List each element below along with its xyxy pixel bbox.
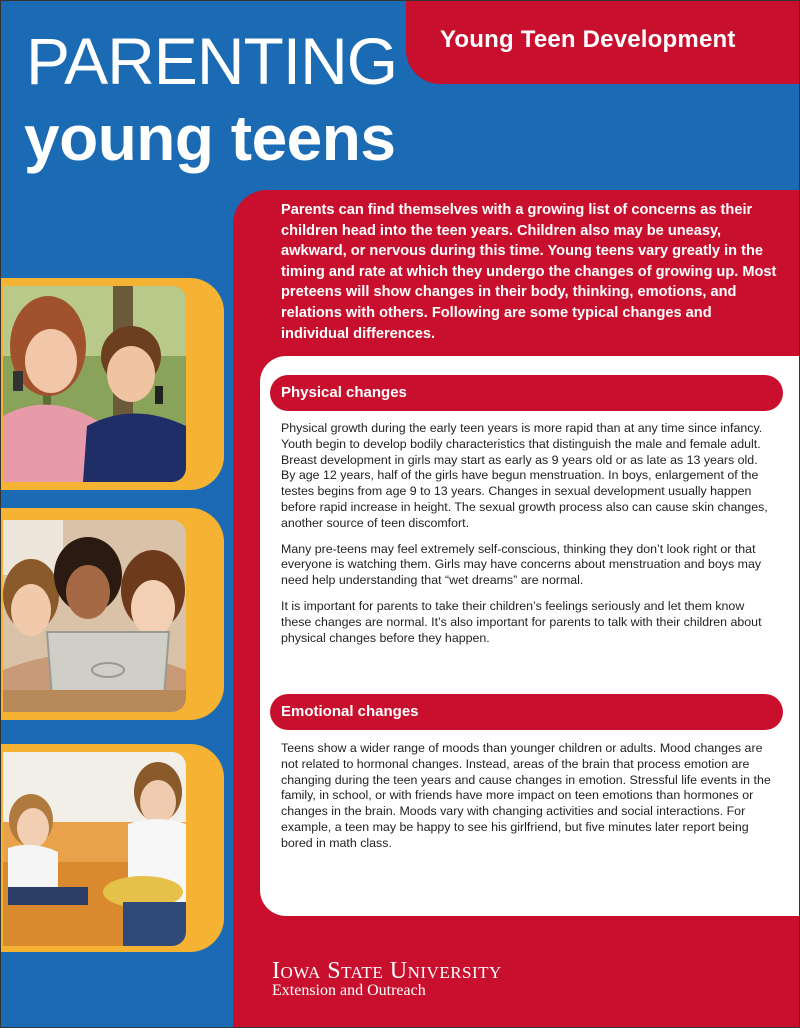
paragraph: Teens show a wider range of moods than younger children or adults. Mood changes are not related to hormonal changes. Instead, areas of the brain that process emotion are changing during the teen years and cause changes in emotion. Stressful life events in the family, in school, or with friends have more impact on teen emotions than hormones or changes in the brain. Moods vary with changing activities and social interactions. For example, a teen may be happy to see his girlfriend, but five minutes later report being bored in math class. bbox=[281, 741, 771, 850]
title-line-2: young teens bbox=[24, 102, 396, 174]
photo-frame-3 bbox=[0, 744, 224, 952]
extension-unit: Extension and Outreach bbox=[272, 982, 426, 999]
photo-frame-2 bbox=[0, 508, 224, 720]
topic-tab-label: Young Teen Development bbox=[440, 26, 736, 53]
section-heading-emotional bbox=[270, 694, 783, 730]
photo-teens-with-laptop bbox=[3, 520, 186, 712]
paragraph: Many pre-teens may feel extremely self-conscious, thinking they don’t look right or that everyone is watching them. Girls may have concerns about menstruation and boys may need help understanding that “wet dreams” are normal. bbox=[281, 541, 762, 588]
university-logo-text: IOWA STATE UNIVERSITY bbox=[272, 958, 502, 984]
section-heading-label: Emotional changes bbox=[281, 703, 419, 720]
section-body-physical bbox=[281, 421, 775, 656]
section-body-emotional bbox=[281, 741, 775, 862]
photo-teens-on-phones bbox=[3, 286, 186, 482]
paragraph: Physical growth during the early teen years is more rapid than at any time since infancy. Youth begin to develop bodily characteristics that distinguish the male and female adult. Breast development in girls may start as early as 9 years old or as late as 13 years old. By age 12 years, half of the girls have begun menstruation. In boys, enlargement of the testes begins from age 9 to 13 years. Changes in sexual development usually happen before rapid increase in height. The sexual growth process also can cause skin changes, another source of teen discomfort. bbox=[281, 421, 768, 530]
photo-frame-1 bbox=[0, 278, 224, 490]
title-line-1: PARENTING bbox=[26, 24, 398, 98]
intro-paragraph: Parents can find themselves with a growing list of concerns as their children head into the teen years. Children also may be uneasy, awkward, or nervous during this time. Young teens vary greatly in the timing and rate at which they undergo the changes of growing up. Most preteens will show changes in their body, thinking, emotions, and relations with others. Following are some typical changes and individual differences. bbox=[281, 202, 777, 342]
section-heading-label: Physical changes bbox=[281, 384, 407, 401]
paragraph: It is important for parents to take their children’s feelings seriously and let them know these changes are normal. It’s also important for parents to talk with their children about physical changes before they happen. bbox=[281, 598, 762, 645]
topic-tab bbox=[406, 0, 800, 84]
photo-sisters-on-couch bbox=[3, 752, 186, 946]
section-heading-physical bbox=[270, 375, 783, 411]
